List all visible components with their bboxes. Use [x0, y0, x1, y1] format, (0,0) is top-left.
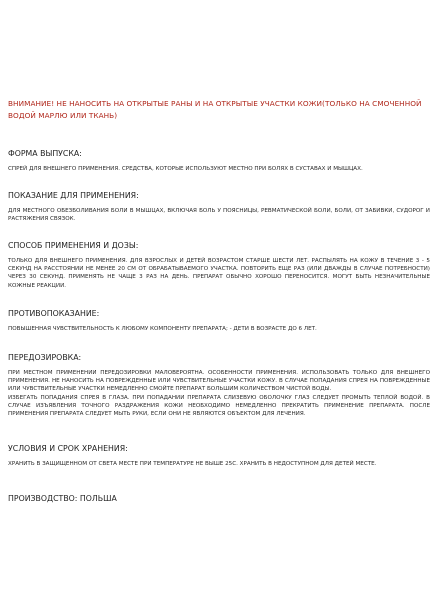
section-heading: УСЛОВИЯ И СРОК ХРАНЕНИЯ:	[8, 444, 128, 453]
section-text	[8, 257, 430, 290]
paragraph: ТОЛЬКО ДЛЯ ВНЕШНЕГО ПРИМЕНЕНИЯ. ДЛЯ ВЗРОСЛЫХ И ДЕТЕЙ ВОЗРАСТОМ СТАРШЕ ШЕСТИ ЛЕТ. РАСПЫЛЯТЬ НА КОЖУ В ТЕЧЕНИЕ 3 - 5 СЕКУНД НА РАССТОЯНИИ НЕ МЕНЕЕ 20 СМ ОТ ОБРАБАТЫВАЕМОГО УЧАСТКА. ПОВТОРИТЬ ЕЩЕ РАЗ (ИЛИ ДВАЖДЫ В СЛУЧАЕ ПОТРЕБНОСТИ) ЧЕРЕЗ 30 СЕКУНД. ПРИМЕНЯТЬ НЕ ЧАЩЕ 3 РАЗ НА ДЕНЬ. ПРЕПАРАТ ОБЫЧНО ХОРОШО ПЕРЕНОСИТСЯ. МОГУТ БЫТЬ НЕЗНАЧИТЕЛЬНЫЕ КОЖНЫЕ РЕАКЦИИ.	[8, 258, 430, 289]
section-indications	[8, 190, 430, 223]
section-dosage	[8, 240, 430, 290]
paragraph: ИЗБЕГАТЬ ПОПАДАНИЯ СПРЕЯ В ГЛАЗА. ПРИ ПОПАДАНИИ ПРЕПАРАТА СЛИЗЕВУЮ ОБОЛОЧКУ ГЛАЗ СЛЕДУЕТ ПРОМЫТЬ ТЕПЛОЙ ВОДОЙ. В СЛУЧАЕ ИЗЪЯВЛЕНИЯ ТОЧНОГО РАЗДРАЖЕНИЯ КОЖИ НЕОБХОДИМО НЕМЕДЛЕННО ПРЕКРАТИТЬ ПРИМЕНЕНИЕ ПРЕПАРАТА. ПОСЛЕ ПРИМЕНЕНИЯ ПРЕПАРАТА СЛЕДУЕТ МЫТЬ РУКИ, ЕСЛИ ОНИ НЕ ЯВЛЯЮТСЯ ОБЪЕКТОМ ДЛЯ ЛЕЧЕНИЯ.	[8, 394, 430, 418]
section-text	[8, 325, 430, 333]
section-overdose	[8, 352, 430, 418]
section-heading: ПРОИЗВОДСТВО: ПОЛЬША	[8, 494, 117, 503]
section-storage	[8, 443, 430, 468]
paragraph: ДЛЯ МЕСТНОГО ОБЕЗБОЛИВАНИЯ БОЛИ В МЫШЦАХ, ВКЛЮЧАЯ БОЛЬ У ПОЯСНИЦЫ, РЕВМАТИЧЕСКОЙ БОЛИ, БОЛИ, ОТ ЗАБИВКИ, СУДОРОГ И РАСТЯЖЕНИЯ СВЯЗОК.	[8, 208, 430, 223]
section-text	[8, 165, 430, 173]
section-release-form	[8, 148, 430, 173]
section-heading: ФОРМА ВЫПУСКА:	[8, 149, 82, 158]
paragraph: ХРАНИТЬ В ЗАЩИЩЕННОМ ОТ СВЕТА МЕСТЕ ПРИ ТЕМПЕРАТУРЕ НЕ ВЫШЕ 25С. ХРАНИТЬ В НЕДОСТУПНОМ ДЛЯ ДЕТЕЙ МЕСТЕ.	[8, 461, 377, 467]
section-production	[8, 493, 430, 510]
paragraph: СПРЕЙ ДЛЯ ВНЕШНЕГО ПРИМЕНЕНИЯ. СРЕДСТВА, КОТОРЫЕ ИСПОЛЬЗУЮТ МЕСТНО ПРИ БОЛЯХ В СУСТАВАХ И МЫШЦАХ.	[8, 166, 363, 172]
warning-text: ВНИМАНИЕ! НЕ НАНОСИТЬ НА ОТКРЫТЫЕ РАНЫ И НА ОТКРЫТЫЕ УЧАСТКИ КОЖИ(ТОЛЬКО НА СМОЧЕННОЙ ВОДОЙ МАРЛЮ ИЛИ ТКАНЬ)	[8, 99, 422, 120]
paragraph: ПОВЫШЕННАЯ ЧУВСТВИТЕЛЬНОСТЬ К ЛЮБОМУ КОМПОНЕНТУ ПРЕПАРАТА; - ДЕТИ В ВОЗРАСТЕ ДО 6 ЛЕТ.	[8, 326, 317, 332]
section-heading: ПЕРЕДОЗИРОВКА:	[8, 353, 82, 362]
section-contraindications	[8, 308, 430, 333]
section-heading: ПРОТИВОПОКАЗАНИЕ:	[8, 309, 100, 318]
section-heading: СПОСОБ ПРИМЕНЕНИЯ И ДОЗЫ:	[8, 241, 139, 250]
section-text	[8, 207, 430, 223]
section-heading: ПОКАЗАНИЕ ДЛЯ ПРИМЕНЕНИЯ:	[8, 191, 139, 200]
section-text	[8, 460, 430, 468]
paragraph: ПРИ МЕСТНОМ ПРИМЕНЕНИИ ПЕРЕДОЗИРОВКИ МАЛОВЕРОЯТНА. ОСОБЕННОСТИ ПРИМЕНЕНИЯ. ИСПОЛЬЗОВАТЬ ТОЛЬКО ДЛЯ ВНЕШНЕГО ПРИМЕНЕНИЯ. НЕ НАНОСИТЬ НА ПОВРЕЖДЕННЫЕ ИЛИ ЧУВСТВИТЕЛЬНЫЕ УЧАСТКИ КОЖУ. В СЛУЧАЕ ПОПАДАНИЯ СПРЕЯ НА ПОВРЕЖДЕННЫЕ ИЛИ ЧУВСТВИТЕЛЬНЫЕ УЧАСТКИ НЕМЕДЛЕННО СМОЙТЕ ПРЕПАРАТ БОЛЬШИМ КОЛИЧЕСТВОМ ЧИСТОЙ ВОДЫ.	[8, 370, 430, 393]
section-text	[8, 369, 430, 418]
